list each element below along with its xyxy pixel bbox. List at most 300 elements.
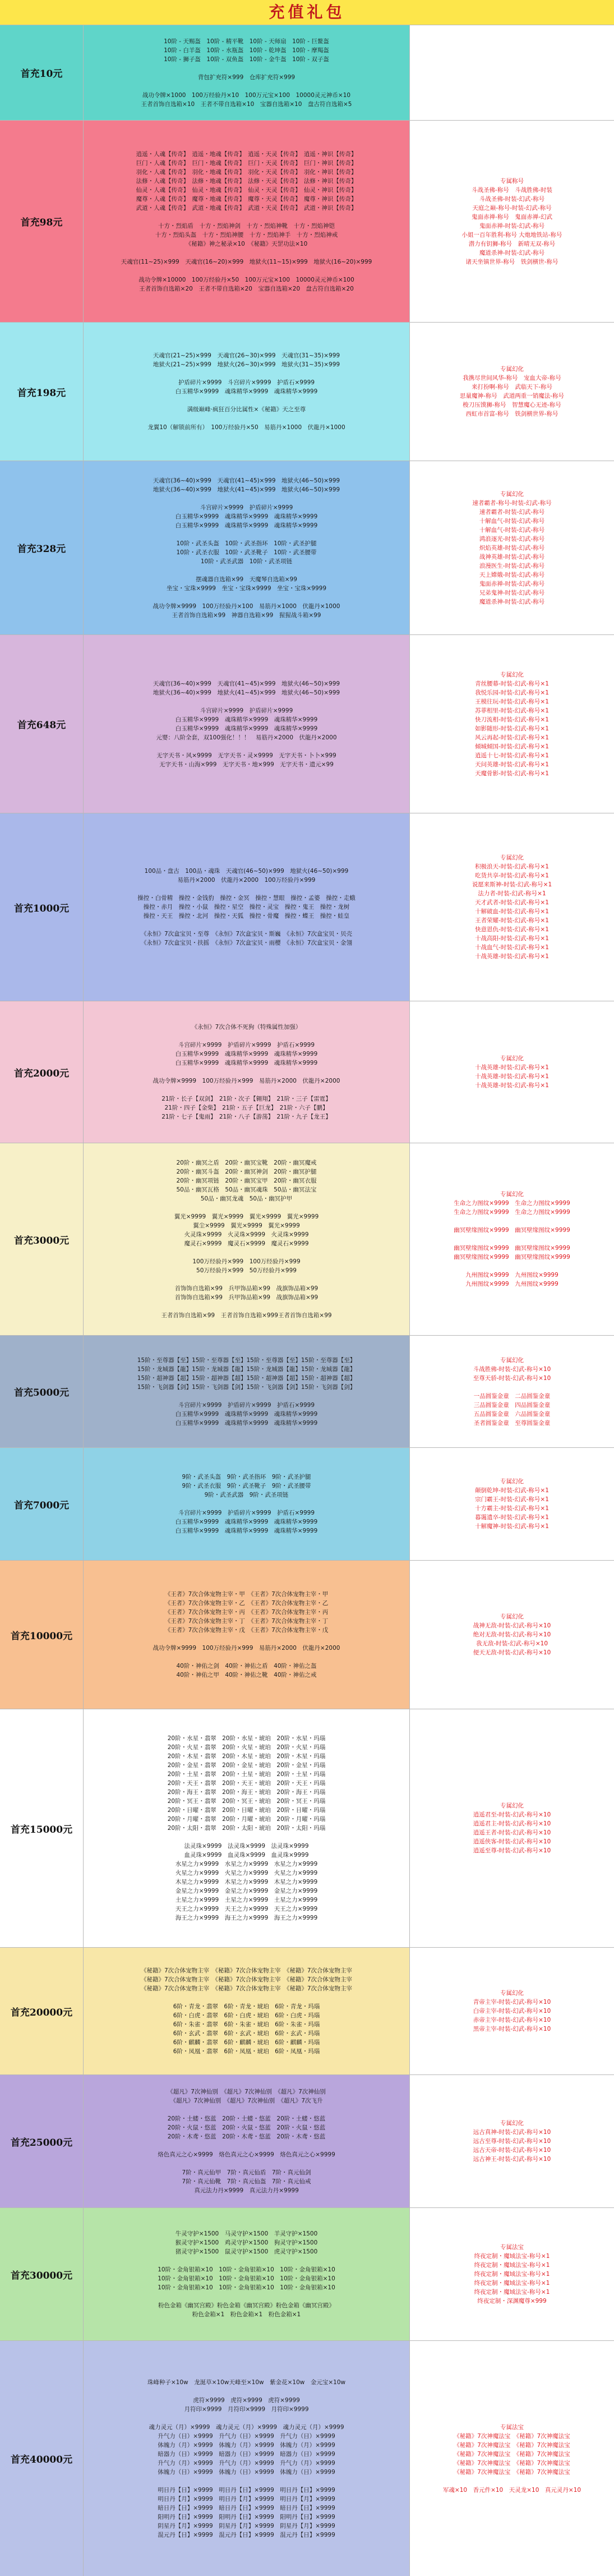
exclusive-line: 宗门霸王-时装-幻武-称号×1 <box>475 1496 549 1503</box>
tier-row <box>0 322 614 461</box>
exclusive-line: 天上嫦娥-时装-幻武-称号 <box>479 571 545 578</box>
exclusive-line: 专属称号 <box>500 177 524 185</box>
reward-line <box>246 1833 247 1842</box>
reward-line: 7阶・真元仙靴 7阶・真元仙盔 7阶・真元仙戒 <box>182 2178 311 2185</box>
exclusive-line: 斗战胜佛-时装-幻武-称号×10 <box>473 1365 551 1373</box>
exclusive-line: 专属幻化 <box>500 1478 524 1485</box>
exclusive-line: 天才武者-时装-幻武-称号×1 <box>475 899 549 906</box>
reward-line: 斗宫碎片×9999 护盾碎片×9999 护盾石×9999 <box>178 1401 315 1409</box>
reward-line <box>246 530 247 539</box>
reward-line: 操控・赤月 操控・小鼠 操控・星空 操控・灵宝 操控・鬼王 操控・龙树 <box>143 904 350 910</box>
reward-line: 《永恒》7次盒宝贝・至尊 《永恒》7次盒宝贝・斯巍 《永恒》7次盒宝贝・贝壳 <box>140 931 353 937</box>
reward-line <box>246 494 247 503</box>
reward-line: 50品・幽冥龙魂 50品・幽冥护甲 <box>200 1195 293 1202</box>
exclusive-line: 小姐一百年胜利-称号 大炮地铁站-称号 <box>461 231 562 238</box>
reward-line: 21阶・长子【双剑】 21阶・次子【翱翔】 21阶・三子【雷霆】 <box>161 1096 331 1102</box>
reward-line: 15阶・至尊器【至】15阶・至尊器【至】15阶・至尊器【至】15阶・至尊器【至】 <box>137 1356 356 1364</box>
reward-line: 6阶・青龙・翡翠 6阶・青龙・琥珀 6阶・青龙・玛瑙 <box>173 2003 320 2010</box>
reward-line <box>246 2159 247 2168</box>
reward-line: 15阶・超神器【超】15阶・超神器【超】15阶・超神器【超】15阶・超神器【超】 <box>137 1374 356 1382</box>
reward-line: 地狱火(36~40)×999 地狱火(41~45)×999 地狱火(46~50)×999 <box>153 486 340 493</box>
exclusive-line: 十解魔神-时装-幻武-称号×1 <box>475 1523 549 1530</box>
tier-rewards <box>84 1561 410 1709</box>
tier-label: 首充10元 <box>0 25 84 120</box>
reward-line: 护盾碎片×9999 斗宫碎片×9999 护盾石×9999 <box>178 379 315 386</box>
tier-exclusive-rewards <box>410 2075 614 2207</box>
reward-line: 20阶・冥王・翡翠 20阶・冥王・琥珀 20阶・冥王・玛瑙 <box>167 1798 326 1805</box>
reward-line: 战功令牌×9999 100万经验丹×999 易筋丹×2000 伏龍丹×2000 <box>153 1645 340 1652</box>
exclusive-line: 十解血气-时装-幻武-称号 <box>479 526 545 533</box>
reward-line: 首饰饰自选箱×99 兵甲饰品箱×99 战旗饰品箱×99 <box>174 1294 318 1301</box>
reward-line: 《秘籍》7次合体宠物主宰 《秘籍》7次合体宠物主宰 《秘籍》7次合体宠物主宰 <box>140 1967 353 1974</box>
exclusive-line: 终夜定制・魔域法宝-称号×1 <box>474 2289 550 2296</box>
reward-line: 魔灵石×9999 魔灵石×9999 魔灵石×9999 <box>184 1240 309 1247</box>
reward-line <box>246 1392 247 1401</box>
reward-line: 十方・烈焰头盔 十方・烈焰神腰 十方・烈焰神手 十方・烈焰神戒 <box>155 231 338 238</box>
tier-rewards <box>84 461 410 634</box>
exclusive-line: 速者霸者-称号-时装-幻武-称号 <box>472 499 552 507</box>
reward-line: 十方・烈焰盾 十方・烈焰神剑 十方・烈焰神靴 十方・烈焰神铠 <box>158 222 335 229</box>
reward-line: 《永恒》7次盒宝贝・扶摇 《永恒》7次盒宝贝・雨樱 《永恒》7次盒宝贝・金翎 <box>140 940 353 946</box>
reward-line: 升气力（月）×9999 升气力（月）×9999 升气力（月）×9999 <box>158 2459 335 2467</box>
tier-label: 首充5000元 <box>0 1336 84 1447</box>
reward-line: 斗宫碎片×9999 护盾碎片×9999 <box>200 504 293 511</box>
tier-rewards <box>84 1709 410 1947</box>
exclusive-line <box>511 1383 513 1392</box>
reward-line: 100万经验丹×999 100万经验丹×999 <box>192 1258 301 1265</box>
exclusive-line: 远古神王-时装-幻武-称号×10 <box>473 2156 551 2163</box>
tier-exclusive-rewards <box>410 635 614 813</box>
exclusive-line: 一品圆鉴金童 二品圆鉴金童 <box>473 1392 551 1400</box>
reward-line: 15阶・龙城器【龍】15阶・龙城器【龍】15阶・龙城器【龍】15阶・龙城器【龍】 <box>137 1365 356 1373</box>
exclusive-line: 天庭之巅-称号-时装-幻武-称号 <box>472 204 552 211</box>
tier-label: 首充15000元 <box>0 1709 84 1947</box>
reward-line: 9阶・武圣武器 9阶・武圣项链 <box>204 1492 289 1498</box>
reward-line: 《王者》7次合体宠物主宰・戊 《王者》7次合体宠物主宰・戊 <box>164 1627 329 1634</box>
exclusive-line: 我无敌-时装-幻武-称号×10 <box>475 1640 548 1647</box>
exclusive-line <box>511 1235 513 1244</box>
exclusive-line: 青帝主宰-时装-幻武-称号×10 <box>473 1999 551 2005</box>
exclusive-line: 远古天帝-时装-幻武-称号×10 <box>473 2147 551 2154</box>
tier-label: 首充30000元 <box>0 2208 84 2340</box>
reward-line <box>246 396 247 405</box>
tier-exclusive-rewards <box>410 1001 614 1143</box>
reward-line: 木星之力×9999 木星之力×9999 木星之力×9999 <box>175 1879 318 1885</box>
reward-line: 王者首饰自选箱×10 王者不带自选箱×10 宝器自选箱×10 盘古符自选箱×5 <box>141 100 352 108</box>
reward-line: 20阶・海王・翡翠 20阶・海王・琥珀 20阶・海王・玛瑙 <box>167 1789 326 1796</box>
reward-line <box>246 1032 247 1041</box>
reward-line <box>246 1993 247 2002</box>
reward-line: 暗日丹【日】×9999 暗日丹【日】×9999 暗日丹【日】×9999 <box>158 2504 335 2511</box>
tier-label: 首充25000元 <box>0 2075 84 2207</box>
reward-line <box>246 82 247 91</box>
exclusive-line: 终夜定制・魔域法宝-称号×1 <box>474 2253 550 2260</box>
exclusive-line: 鸿浪逐光-时装-幻武-称号 <box>479 535 545 542</box>
reward-line <box>246 742 247 751</box>
exclusive-line: 终夜定制・深渊魔尊×999 <box>477 2298 547 2304</box>
exclusive-line: 天魔骨影-时装-幻武-称号×1 <box>475 770 549 777</box>
tier-exclusive-rewards <box>410 461 614 634</box>
exclusive-line: 绝对无敌-时装-幻武-称号×10 <box>473 1631 551 1638</box>
tier-row <box>0 1447 614 1560</box>
reward-line: 白玉精华×9999 魂珠精华×9999 魂珠精华×9999 <box>175 1060 318 1066</box>
tier-row <box>0 2207 614 2340</box>
tier-rewards <box>84 1336 410 1447</box>
reward-line <box>246 697 247 706</box>
reward-line: 珠峰种子×10w 龙涎草×10w天峰至×10w 紫金花×10w 金元宝×10w <box>147 2379 346 2386</box>
reward-line <box>246 249 247 257</box>
reward-line: 白玉精华×9999 魂珠精华×9999 魂珠精华×9999 <box>175 1419 318 1427</box>
reward-line: 《王者》7次合体宠物主宰・丙 《王者》7次合体宠物主宰・丙 <box>164 1609 329 1616</box>
reward-line: 王者首饰自选箱×99 王者首饰自选箱×999王者首饰自选箱×99 <box>161 1312 332 1319</box>
tier-row <box>0 2074 614 2207</box>
exclusive-line: 如影随形-时装-幻武-称号×1 <box>475 725 549 732</box>
reward-line: 9阶・武圣头盔 9阶・武圣指环 9阶・武圣护腿 <box>182 1474 311 1480</box>
exclusive-line: 幽冥壁缘图纹×9999 幽冥壁缘图纹×9999 <box>454 1227 570 1234</box>
exclusive-line: 十解破血-时装-幻武-称号×1 <box>475 908 549 915</box>
tier-label: 首充328元 <box>0 461 84 634</box>
reward-line: 王者首饰自选箱×20 王者不带自选箱×20 宝器自选箱×20 盘古符自选箱×20 <box>139 285 354 292</box>
tier-exclusive-rewards <box>410 323 614 461</box>
tier-label: 首充198元 <box>0 323 84 461</box>
exclusive-line: 我携尽世间风华-称号 宠血大帝-称号 <box>463 375 561 381</box>
exclusive-line: 《秘籍》7次神魔法宝 《秘籍》7次神魔法宝 <box>454 2432 570 2440</box>
reward-line: 9阶・武圣衣服 9阶・武圣靴子 9阶・武圣腰带 <box>182 1483 311 1489</box>
exclusive-line: 专属法宝 <box>500 2423 524 2431</box>
exclusive-line: 思量魔神-称号 武道两重一销魔法-称号 <box>459 393 565 399</box>
reward-line: 20阶・幽冥斗盔 20阶・幽冥神剑 20阶・幽冥护腿 <box>176 1169 317 1175</box>
reward-line: 战功令牌×10000 100万经验丹×50 100万元宝×100 10000灵元神币×100 <box>139 276 354 283</box>
reward-line: 20阶・木鸢・悠蓝 20阶・木鸢・悠蓝 20阶・木鸢・悠蓝 <box>167 2133 326 2140</box>
tier-exclusive-rewards <box>410 25 614 120</box>
tier-exclusive-rewards <box>410 1448 614 1560</box>
exclusive-line: 逍遥君至-时装-幻武-称号×10 <box>473 1811 551 1818</box>
reward-line <box>246 1302 247 1311</box>
reward-line: 明日丹【月】×9999 明日丹【月】×9999 明日丹【月】×9999 <box>158 2495 335 2503</box>
recharge-tier-list <box>0 25 614 2576</box>
reward-line: 地狱火(36~40)×999 地狱火(41~45)×999 地狱火(46~50)×999 <box>153 689 340 696</box>
exclusive-line: 鬼面赤禅-称号 鬼面赤禅-幻武 <box>471 213 553 220</box>
reward-line: 6阶・白虎・翡翠 6阶・白虎・琥珀 6阶・白虎・玛瑙 <box>173 2012 320 2019</box>
reward-line: 《王者》7次合体宠物主宰・甲 《王者》7次合体宠物主宰・甲 <box>164 1591 329 1598</box>
tier-label: 首充10000元 <box>0 1561 84 1709</box>
reward-line: 易筋丹×2000 伏龍丹×2000 100万经验丹×999 <box>177 877 316 884</box>
tier-row <box>0 813 614 1001</box>
tier-exclusive-rewards <box>410 1948 614 2074</box>
reward-line: 翼光×9999 翼光×9999 翼光×9999 翼光×9999 <box>174 1213 319 1220</box>
reward-line: 操控・天王 操控・北河 操控・天狐 操控・骨魔 操控・蝶王 操控・蛙皇 <box>143 913 350 919</box>
tier-label: 首充2000元 <box>0 1001 84 1143</box>
reward-line <box>246 1635 247 1644</box>
reward-line: 6阶・玄武・翡翠 6阶・玄武・琥珀 6阶・玄武・玛瑙 <box>173 2030 320 2037</box>
reward-line <box>246 921 247 930</box>
exclusive-line: 逍遥侠客-时装-幻武-称号×10 <box>473 1838 551 1845</box>
reward-line: 猴灵守护×1500 鸡灵守护×1500 狗灵守护×1500 <box>175 2239 318 2246</box>
exclusive-line: 专属幻化 <box>500 1356 524 1364</box>
exclusive-line: 九州图纹×9999 九州图纹×9999 <box>465 1272 558 1278</box>
reward-line: 20阶・土星・翡翠 20阶・土星・琥珀 20阶・土星・玛瑙 <box>167 1771 326 1778</box>
reward-line: 50品・幽冥瓦格 50品・幽冥魂珠 50品・幽冥法宝 <box>176 1186 317 1193</box>
reward-line: 巨门・人魂【传奇】 巨门・地魂【传奇】 巨门・天灵【传奇】 巨门・神识【传奇】 <box>136 159 357 167</box>
exclusive-line: 鬼面赤禅-时装-幻武-称号 <box>479 580 545 587</box>
exclusive-line: 十战英雄-时装-幻武-称号×1 <box>475 953 549 960</box>
exclusive-line: 十战英雄-时装-幻武-称号×1 <box>475 1073 549 1080</box>
exclusive-line: 便天无敌-时装-幻武-称号×10 <box>473 1649 551 1656</box>
exclusive-line: 专属幻化 <box>500 2120 524 2127</box>
reward-line <box>246 2292 247 2301</box>
reward-line: 阴星丹【月】×9999 阴星丹【月】×9999 阴星丹【月】×9999 <box>158 2522 335 2529</box>
reward-line: 羽化・人魂【传奇】 羽化・地魂【传奇】 羽化・天灵【传奇】 羽化・神识【传奇】 <box>136 168 357 176</box>
reward-line: 体魄力（日）×9999 体魄力（日）×9999 体魄力（日）×9999 <box>158 2468 335 2476</box>
exclusive-line: 逍遥至尊-时装-幻武-称号×10 <box>473 1847 551 1854</box>
exclusive-line: 三品圆鉴金童 四品圆鉴金童 <box>473 1401 551 1409</box>
reward-line: 天魂官(11~25)×999 天魂官(16~20)×999 地狱火(11~15)×999 地狱火(16~20)×999 <box>121 258 372 265</box>
reward-line: 《超凡》7次神仙别 《超凡》7次神仙别 《超凡》7次飞升 <box>170 2097 323 2104</box>
reward-line: 10阶・武圣衣服 10阶・武圣靴子 10阶・武圣腰带 <box>176 549 317 556</box>
reward-line: 20阶・天王・翡翠 20阶・天王・琥珀 20阶・天王・玛瑙 <box>167 1780 326 1787</box>
tier-row <box>0 1560 614 1709</box>
reward-line: 《秘籍》神之秘录×10 《秘籍》天罡功法×10 <box>185 240 308 247</box>
exclusive-line: 诸天坐镇世界-称号 铁剑横世-称号 <box>465 258 558 265</box>
reward-line: 7阶・真元仙甲 7阶・真元仙盾 7阶・真元仙剑 <box>182 2169 311 2176</box>
reward-line <box>246 1499 247 1508</box>
reward-line <box>246 1653 247 1662</box>
reward-line: 法灵珠×9999 法灵珠×9999 法灵珠×9999 <box>184 1843 309 1850</box>
tier-row <box>0 461 614 634</box>
exclusive-line: 倾城倾国-时装-幻武-称号×1 <box>475 743 549 750</box>
tier-rewards <box>84 1001 410 1143</box>
tier-row <box>0 634 614 813</box>
exclusive-line: 来打扮啊-称号 武临天下-称号 <box>471 384 553 390</box>
tier-rewards <box>84 813 410 1001</box>
reward-line: 10阶 - 白羊盔 10阶 - 水瓶盔 10阶 - 乾坤盔 10阶 - 摩羯盔 <box>164 47 329 54</box>
reward-line: 混元丹【日】×9999 混元丹【日】×9999 混元丹【日】×9999 <box>158 2531 335 2538</box>
exclusive-line: 鬼面赤禅-时装-幻武-称号 <box>479 222 545 229</box>
exclusive-line: 十方霸主-时装-幻武-称号×1 <box>475 1505 549 1512</box>
reward-line: 白玉精华×9999 魂珠精华×9999 魂珠精华×9999 <box>175 388 318 395</box>
reward-line: 火灵珠×9999 火灵珠×9999 火灵珠×9999 <box>184 1231 309 1238</box>
tier-row <box>0 1335 614 1447</box>
reward-line: 战功令牌×1000 100万经验丹×10 100万元宝×100 10000灵元神币×10 <box>142 91 351 99</box>
exclusive-line: 快刀流相-时装-幻武-称号×1 <box>475 716 549 723</box>
tier-exclusive-rewards <box>410 2341 614 2576</box>
tier-exclusive-rewards <box>410 813 614 1001</box>
tier-exclusive-rewards <box>410 1709 614 1947</box>
exclusive-line: 天问英雄-时装-幻武-称号×1 <box>475 761 549 768</box>
reward-line: 王者首饰自选箱×99 神器自选箱×99 猩猩战斗箱×99 <box>172 611 321 619</box>
exclusive-line: 《秘籍》7次神魔法宝 《秘籍》7次神魔法宝 <box>454 2441 570 2449</box>
exclusive-line: 终夜定制・魔域法宝-称号×1 <box>474 2280 550 2287</box>
exclusive-line: 潜力有钥狮-称号 新晴无双-称号 <box>468 240 556 247</box>
exclusive-line: 斗战圣佛-时装-幻武-称号 <box>479 195 545 203</box>
reward-line <box>246 1085 247 1094</box>
tier-row <box>0 1709 614 1947</box>
reward-line <box>246 266 247 275</box>
reward-line: 6阶・朱雀・翡翠 6阶・朱雀・琥珀 6阶・朱雀・玛瑙 <box>173 2021 320 2028</box>
reward-line: 暗器力（日）×9999 暗器力（日）×9999 暗器力（日）×9999 <box>158 2450 335 2458</box>
reward-line: 《王者》7次合体宠物主宰・丁 《王者》7次合体宠物主宰・丁 <box>164 1618 329 1625</box>
exclusive-line: 十战血气-时装-幻武-称号×1 <box>475 944 549 951</box>
exclusive-line: 专属幻化 <box>500 1055 524 1062</box>
reward-line: 操控・白骨精 操控・金钱豹 操控・金冥 操控・慧眼 操控・孟婆 操控・走蛾 <box>137 895 356 901</box>
exclusive-line: 《秘籍》7次神魔法宝 《秘籍》7次神魔法宝 <box>454 2459 570 2467</box>
reward-line: 天魂官(21~25)×999 天魂官(26~30)×999 天魂官(31~35)×999 <box>153 352 340 359</box>
exclusive-line: 十战英雄-时装-幻武-称号×1 <box>475 1082 549 1089</box>
exclusive-line: 王者荣耀-时装-幻武-称号×1 <box>475 917 549 924</box>
reward-line: 21阶・四子【金柴】 21阶・五子【巨龙】 21阶・六子【鹏】 <box>164 1105 329 1111</box>
exclusive-line: 五品圆鉴金童 六品圆鉴金童 <box>473 1410 551 1418</box>
tier-row <box>0 2340 614 2576</box>
reward-line: 白玉精华×9999 魂珠精华×9999 魂珠精华×9999 <box>175 1528 318 1534</box>
reward-line: 元婴：八阶全套，双100强化！！！ 易筋丹×2000 伏龍丹×2000 <box>156 734 337 741</box>
reward-line: 仙灵・人魂【传奇】 仙灵・地魂【传奇】 仙灵・天灵【传奇】 仙灵・神识【传奇】 <box>136 186 357 194</box>
exclusive-line: 专属幻化 <box>500 490 524 498</box>
reward-line: 20阶・日曜・翡翠 20阶・日曜・琥珀 20阶・日曜・玛瑙 <box>167 1807 326 1814</box>
reward-line: 满级巅峰·疯狂百分比属性×《秘籍》天之至尊 <box>187 406 306 413</box>
reward-line: 100品・盘古 100品・魂珠 天魂官(46~50)×999 地狱火(46~50)×999 <box>144 868 349 875</box>
reward-line: 粉色金箱×1 粉色金箱×1 粉色金箱×1 <box>192 2311 301 2318</box>
reward-line: 背包扩充符×999 仓库扩充符×999 <box>197 73 296 81</box>
exclusive-line: 风云再起-时装-幻武-称号×1 <box>475 734 549 741</box>
reward-line: 6阶・麒麟・翡翠 6阶・麒麟・琥珀 6阶・麒麟・玛瑙 <box>173 2039 320 2046</box>
exclusive-line: 浪漫医生-时装-幻武-称号 <box>479 562 545 569</box>
exclusive-line: 速者霸者-时装-幻武-称号 <box>479 508 545 516</box>
reward-line <box>246 2105 247 2114</box>
reward-line: 烙色真元之心×9999 烙色真元之心×9999 烙色真元之心×9999 <box>158 2151 335 2158</box>
reward-line: 20阶・火鼠・悠蓝 20阶・火鼠・悠蓝 20阶・火鼠・悠蓝 <box>167 2124 326 2131</box>
reward-line: 斗宫碎片×9999 护盾碎片×9999 <box>200 707 293 714</box>
exclusive-line <box>511 1217 513 1226</box>
exclusive-line: 幽冥壁缘图纹×9999 幽冥壁缘图纹×9999 <box>454 1254 570 1261</box>
exclusive-line: 生命之力图纹×9999 生命之力图纹×9999 <box>454 1209 570 1216</box>
exclusive-line: 终夜定制・魔域法宝-称号×1 <box>474 2262 550 2269</box>
reward-line: 40阶・神佑之剑 40阶・神佑之盾 40阶・神佑之盔 <box>176 1663 317 1669</box>
tier-rewards <box>84 121 410 322</box>
tier-row <box>0 1947 614 2074</box>
exclusive-line: 专属幻化 <box>500 854 524 861</box>
reward-line: 阳明丹【日】×9999 阳明丹【日】×9999 阳明丹【日】×9999 <box>158 2513 335 2520</box>
tier-rewards <box>84 2341 410 2576</box>
reward-line: 白玉精华×9999 魂珠精华×9999 魂珠精华×9999 <box>175 725 318 732</box>
reward-line: 10阶・金角银箱×10 10阶・金角银箱×10 10阶・金角银箱×10 <box>158 2275 335 2282</box>
exclusive-line: 吃货共享-时装-幻武-称号×1 <box>475 872 549 879</box>
page-title: 充值礼包 <box>0 0 614 25</box>
tier-label: 首充3000元 <box>0 1143 84 1335</box>
exclusive-line: 梭刀压馍狮-称号 智慧魔心无迹-称号 <box>463 402 561 408</box>
tier-rewards <box>84 1948 410 2074</box>
reward-line: 10阶・金角银箱×10 10阶・金角银箱×10 10阶・金角银箱×10 <box>158 2284 335 2291</box>
reward-line <box>246 1068 247 1077</box>
reward-line: 翼尘×9999 翼光×9999 翼光×9999 <box>193 1222 300 1229</box>
exclusive-line: 圣者圆鉴金童 至尊圆鉴金童 <box>473 1419 551 1427</box>
reward-line: 逍遥・人魂【传奇】 逍遥・地魂【传奇】 逍遥・天灵【传奇】 逍遥・神识【传奇】 <box>136 150 357 158</box>
reward-line: 水星之力×9999 水星之力×9999 水星之力×9999 <box>175 1861 318 1867</box>
reward-line <box>246 2141 247 2150</box>
reward-line: 体魄力（月）×9999 体魄力（月）×9999 体魄力（月）×9999 <box>158 2441 335 2449</box>
exclusive-line: 终夜定制・魔域法宝-称号×1 <box>474 2271 550 2278</box>
reward-line <box>246 2414 247 2423</box>
reward-line: 地狱火(21~25)×999 地狱火(26~30)×999 地狱火(31~35)×999 <box>153 361 340 368</box>
exclusive-line: 说愿来斯神-时装-幻武-称号×1 <box>472 881 552 888</box>
reward-line: 明日丹【日】×9999 明日丹【日】×9999 明日丹【日】×9999 <box>158 2486 335 2494</box>
exclusive-line: 青丝腰幕-时装-幻武-称号×1 <box>475 680 549 687</box>
tier-label: 首充40000元 <box>0 2341 84 2576</box>
exclusive-line: 幽冥壁缘图纹×9999 幽冥壁缘图纹×9999 <box>454 1245 570 1252</box>
exclusive-line: 赤帝主宰-时装-幻武-称号×10 <box>473 2017 551 2023</box>
reward-line: 21阶・七子【鬼雨】 21阶・八子【游荡】 21阶・九子【龙王】 <box>161 1114 331 1120</box>
reward-line: 天魂官(36~40)×999 天魂官(41~45)×999 地狱火(46~50)×999 <box>153 680 340 687</box>
reward-line: 《秘籍》7次合体宠物主宰 《秘籍》7次合体宠物主宰 《秘籍》7次合体宠物主宰 <box>140 1976 353 1983</box>
reward-line: 10阶・武圣武器 10阶・武圣项链 <box>200 558 293 565</box>
reward-line: 粉色金箱《幽冥宫殿》粉色金箱《幽冥宫殿》粉色金箱《幽冥宫殿》 <box>158 2302 335 2309</box>
reward-line <box>246 885 247 894</box>
exclusive-line: 西虹市首富-称号 铁剑横世界-称号 <box>465 411 558 417</box>
exclusive-line: 十战高阳-时装-幻武-称号×1 <box>475 935 549 942</box>
reward-line: 《王者》7次合体宠物主宰・乙 《王者》7次合体宠物主宰・乙 <box>164 1600 329 1607</box>
reward-line <box>246 566 247 575</box>
reward-line: 10阶 - 天赐盔 10阶 - 精平靴 10阶 - 天师扇 10阶 - 巨鳌盔 <box>164 38 329 45</box>
exclusive-line: 《秘籍》7次神魔法宝 《秘籍》7次神魔法宝 <box>454 2468 570 2476</box>
reward-line: 10阶・武圣头盔 10阶・武圣指环 10阶・武圣护腿 <box>176 540 317 547</box>
reward-line: 20阶・土蝼・悠蓝 20阶・土蝼・悠蓝 20阶・土蝼・悠蓝 <box>167 2115 326 2122</box>
exclusive-line: 专属幻化 <box>500 1990 524 1997</box>
exclusive-line: 王模往玩-时装-幻武-称号×1 <box>475 698 549 705</box>
exclusive-line: 十战英雄-时装-幻武-称号×1 <box>475 1064 549 1071</box>
reward-line <box>246 593 247 602</box>
reward-line: 海王之力×9999 海王之力×9999 海王之力×9999 <box>175 1915 318 1921</box>
exclusive-line: 苏菲相里-时装-幻武-称号×1 <box>475 707 549 714</box>
reward-line: 土星之力×9999 土星之力×9999 土星之力×9999 <box>175 1897 318 1903</box>
exclusive-line: 专属幻化 <box>500 1802 524 1809</box>
reward-line: 20阶・金星・翡翠 20阶・金星・琥珀 20阶・金星・玛瑙 <box>167 1762 326 1769</box>
exclusive-line: 专属幻化 <box>500 671 524 678</box>
exclusive-line: 逍遥十七-时装-幻武-称号×1 <box>475 752 549 759</box>
tier-rewards <box>84 635 410 813</box>
reward-line: 猪灵守护×1500 鼠灵守护×1500 虎灵守护×1500 <box>175 2248 318 2255</box>
reward-line: 20阶・太阳・翡翠 20阶・太阳・琥珀 20阶・太阳・玛瑙 <box>167 1825 326 1832</box>
tier-exclusive-rewards <box>410 1561 614 1709</box>
reward-line: 升气力（日）×9999 升气力（日）×9999 升气力（日）×9999 <box>158 2432 335 2440</box>
reward-line: 天王之力×9999 天王之力×9999 天王之力×9999 <box>175 1906 318 1912</box>
exclusive-line: 战神英雄-时装-幻武-称号 <box>479 553 545 560</box>
exclusive-line: 远古至尊-时装-幻武-称号×10 <box>473 2138 551 2145</box>
tier-rewards <box>84 2208 410 2340</box>
reward-line: 10阶 - 狮子盔 10阶 - 双鱼盔 10阶 - 金牛盔 10阶 - 双子盔 <box>164 56 329 63</box>
tier-rewards <box>84 1448 410 1560</box>
exclusive-line: 我悦乐园-时装-幻武-称号×1 <box>475 689 549 696</box>
reward-line: 《永恒》7次合体不死狗（特殊属性加强） <box>191 1024 302 1031</box>
exclusive-line: 魔道杀神-时装-幻武-称号 <box>479 249 545 256</box>
tier-rewards <box>84 2075 410 2207</box>
reward-line: 白玉精华×9999 魂珠精华×9999 魂珠精华×9999 <box>175 1410 318 1418</box>
reward-line: 20阶・幽冥项链 20阶・幽冥宝甲 20阶・幽冥衣服 <box>176 1177 317 1184</box>
reward-line <box>246 2387 247 2396</box>
tier-label: 首充7000元 <box>0 1448 84 1560</box>
reward-line: 魔尊・人魂【传奇】 魔尊・地魂【传奇】 魔尊・天灵【传奇】 魔尊・神识【传奇】 <box>136 195 357 203</box>
reward-line: 《秘籍》7次合体宠物主宰 《秘籍》7次合体宠物主宰 《秘籍》7次合体宠物主宰 <box>140 1985 353 1992</box>
tier-rewards <box>84 323 410 461</box>
exclusive-line: 积极浪天-时装-幻武-称号×1 <box>475 863 549 870</box>
reward-line: 武道・人魂【传奇】 武道・地魂【传奇】 武道・天灵【传奇】 武道・神识【传奇】 <box>136 204 357 211</box>
reward-line: 白玉精华×9999 魂珠精华×9999 魂珠精华×9999 <box>175 513 318 520</box>
reward-line <box>246 1275 247 1284</box>
reward-line: 白玉精华×9999 魂珠精华×9999 魂珠精华×9999 <box>175 1051 318 1057</box>
exclusive-line: 白帝主宰-时装-幻武-称号×10 <box>473 2008 551 2014</box>
reward-line: 20阶・木星・翡翠 20阶・木星・琥珀 20阶・木星・玛瑙 <box>167 1753 326 1760</box>
reward-line <box>246 64 247 73</box>
reward-line <box>246 2256 247 2265</box>
tier-exclusive-rewards <box>410 1336 614 1447</box>
